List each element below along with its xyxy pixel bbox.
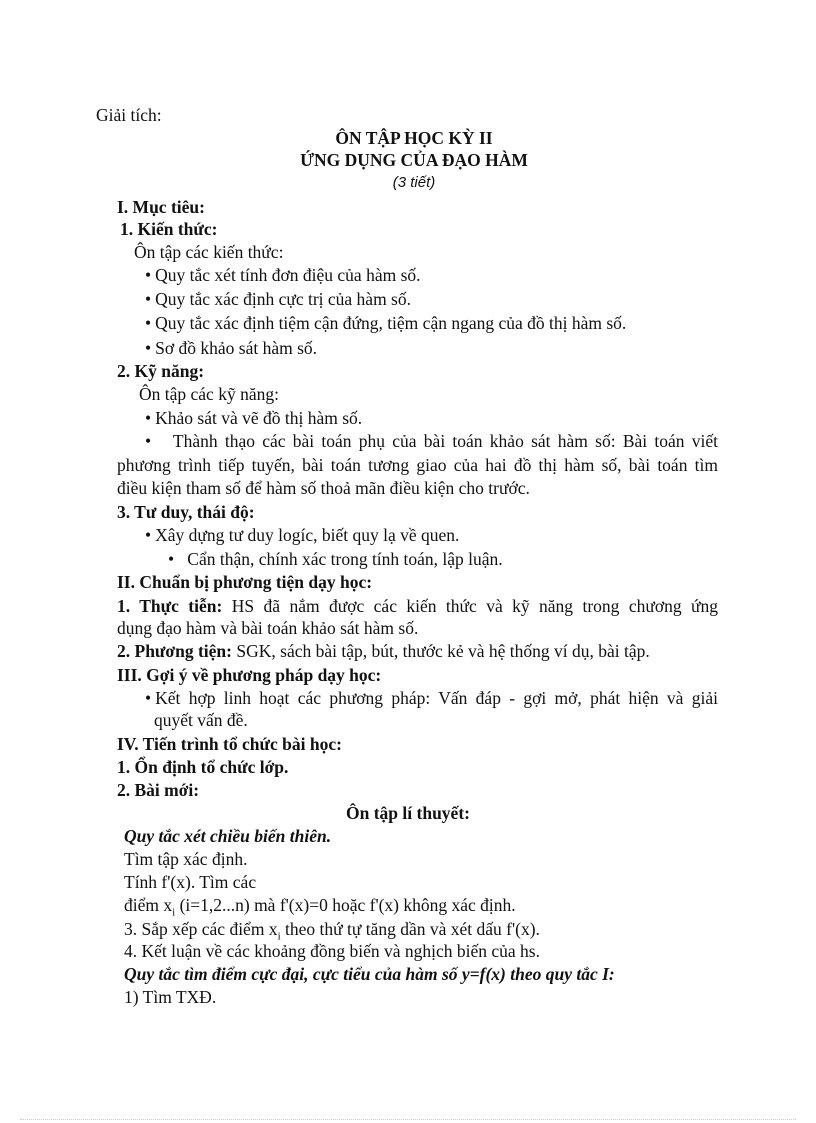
paragraph-line: 1. Thực tiễn: HS đã nắm được các kiến thức và kỹ năng trong chương ứng	[117, 596, 718, 616]
list-item: • Xây dựng tư duy logíc, biết quy lạ về quen.	[145, 524, 459, 546]
knowledge-intro: Ôn tập các kiến thức:	[134, 242, 284, 262]
paragraph-line: quyết vấn đề.	[154, 710, 248, 730]
rule-1-line: Tìm tập xác định.	[124, 849, 248, 869]
step-2: 2. Bài mới:	[117, 780, 200, 800]
paragraph-line: 2. Phương tiện: SGK, sách bài tập, bút, thước kẻ và hệ thống ví dụ, bài tập.	[117, 641, 650, 661]
paragraph-line: điều kiện tham số để hàm số thoả mãn điều kiện cho trước.	[117, 478, 530, 498]
list-item: • Khảo sát và vẽ đồ thị hàm số.	[145, 407, 362, 429]
section-4-heading: IV. Tiến trình tổ chức bài học:	[117, 734, 342, 754]
list-item: • Quy tắc xác định tiệm cận đứng, tiệm cận ngang của đồ thị hàm số.	[145, 312, 626, 334]
subject-label: Giải tích:	[96, 105, 162, 125]
list-item: • Quy tắc xét tính đơn điệu của hàm số.	[145, 264, 421, 286]
list-item: • Quy tắc xác định cực trị của hàm số.	[145, 288, 411, 310]
title-line-2: ỨNG DỤNG CỦA ĐẠO HÀM	[300, 150, 528, 170]
rule-1-line: Tính f'(x). Tìm các	[124, 872, 257, 892]
paragraph-line: phương trình tiếp tuyến, bài toán tương giao của hai đồ thị hàm số, bài toán tìm	[117, 455, 718, 475]
section-1-heading: I. Mục tiêu:	[117, 197, 205, 217]
section-2-heading: II. Chuẩn bị phương tiện dạy học:	[117, 572, 373, 592]
duration: (3 tiết)	[392, 174, 436, 191]
list-item: • Sơ đồ khảo sát hàm số.	[145, 337, 317, 359]
bullet-icon: •	[168, 549, 188, 569]
rule-2-line: 1) Tìm TXĐ.	[124, 987, 217, 1007]
page-bottom-divider	[20, 1119, 796, 1120]
list-item: • Kết hợp linh hoạt các phương pháp: Vấn đáp - gợi mở, phát hiện và giải	[145, 687, 718, 709]
list-item: • Thành thạo các bài toán phụ của bài toán khảo sát hàm số: Bài toán viết	[145, 431, 718, 451]
knowledge-heading: 1. Kiến thức:	[120, 219, 218, 239]
step-1: 1. Ổn định tổ chức lớp.	[117, 757, 289, 777]
paragraph-line: dụng đạo hàm và bài toán khảo sát hàm số.	[117, 618, 419, 638]
title-line-1: ÔN TẬP HỌC KỲ II	[335, 128, 493, 148]
rule-1-title: Quy tắc xét chiều biến thiên.	[124, 826, 332, 846]
rule-1-line: điểm $x_i$ (i=1,2...n) mà f'(x)=0 hoặc f'(x) không xác định.	[124, 895, 516, 919]
skills-heading: 2. Kỹ năng:	[117, 361, 205, 381]
attitude-heading: 3. Tư duy, thái độ:	[117, 502, 255, 522]
skills-intro: Ôn tập các kỹ năng:	[139, 384, 279, 404]
section-3-heading: III. Gợi ý về phương pháp dạy học:	[117, 665, 382, 685]
rule-1-line: 3. Sắp xếp các điểm $x_i$ theo thứ tự tăng dần và xét dấu f'(x).	[124, 919, 540, 943]
list-item: • Cẩn thận, chính xác trong tính toán, lập luận.	[168, 549, 503, 569]
bullet-icon: •	[145, 431, 173, 451]
rule-2-title: Quy tắc tìm điểm cực đại, cực tiểu của hàm số y=f(x) theo quy tắc I:	[124, 964, 615, 984]
review-title: Ôn tập lí thuyết:	[346, 803, 470, 823]
rule-1-line: 4. Kết luận về các khoảng đồng biến và nghịch biến của hs.	[124, 941, 540, 961]
